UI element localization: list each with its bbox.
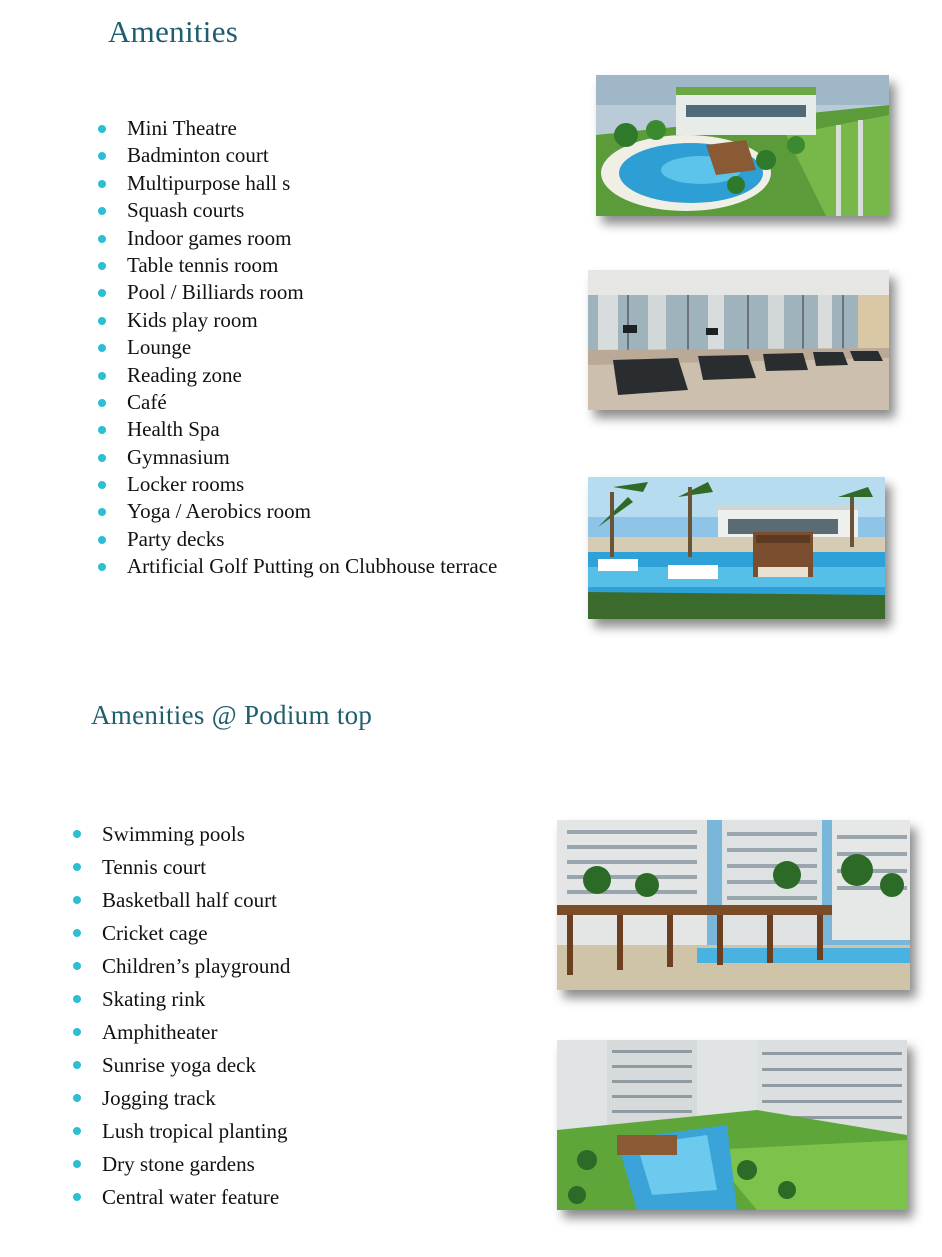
amenities-list	[127, 115, 497, 581]
list-item-label: Pool / Billiards room	[127, 280, 304, 305]
list-item	[102, 886, 290, 919]
list-item	[127, 498, 497, 525]
list-item-label: Lounge	[127, 335, 192, 360]
list-item-label: Children’s playground	[102, 954, 291, 978]
bullet-icon	[98, 426, 106, 434]
bullet-icon	[73, 929, 81, 937]
bullet-icon	[98, 317, 106, 325]
list-item-label: Party decks	[127, 526, 225, 551]
list-item	[102, 820, 290, 853]
bullet-icon	[98, 125, 106, 133]
list-item	[127, 115, 497, 142]
list-item-label: Gymnasium	[127, 444, 230, 469]
list-item	[102, 952, 290, 985]
list-item	[127, 307, 497, 334]
list-item-label: Health Spa	[127, 417, 220, 442]
bullet-icon	[73, 1061, 81, 1069]
gymnasium-image	[588, 270, 889, 410]
bullet-icon	[73, 1028, 81, 1036]
podium-aerial-image	[557, 1040, 907, 1210]
list-item	[127, 389, 497, 416]
list-item	[127, 225, 497, 252]
list-item	[102, 1051, 290, 1084]
bullet-icon	[98, 262, 106, 270]
bullet-icon	[73, 863, 81, 871]
list-item-label: Basketball half court	[102, 888, 277, 912]
list-item	[127, 444, 497, 471]
list-item	[102, 1117, 290, 1150]
bullet-icon	[98, 180, 106, 188]
bullet-icon	[98, 536, 106, 544]
list-item	[127, 526, 497, 553]
list-item-label: Dry stone gardens	[102, 1152, 255, 1176]
list-item-label: Amphitheater	[102, 1020, 218, 1044]
podium-amenities-list	[102, 820, 290, 1216]
list-item-label: Mini Theatre	[127, 116, 237, 140]
bullet-icon	[98, 481, 106, 489]
list-item	[102, 1150, 290, 1183]
list-item-label: Indoor games room	[127, 225, 292, 250]
list-item	[127, 362, 497, 389]
list-item-label: Kids play room	[127, 307, 258, 332]
bullet-icon	[98, 289, 106, 297]
amenities-title: Amenities	[108, 14, 239, 49]
list-item	[102, 1018, 290, 1051]
list-item	[127, 334, 497, 361]
list-item-label: Lush tropical planting	[102, 1119, 288, 1143]
bullet-icon	[73, 995, 81, 1003]
list-item-label: Cricket cage	[102, 921, 208, 945]
list-item	[127, 471, 497, 498]
list-item	[127, 197, 497, 224]
list-item-label: Artificial Golf Putting on Clubhouse terrace	[127, 554, 498, 579]
bullet-icon	[73, 962, 81, 970]
bullet-icon	[73, 830, 81, 838]
list-item-label: Café	[127, 389, 167, 414]
list-item	[127, 142, 497, 169]
list-item-label: Jogging track	[102, 1086, 216, 1110]
list-item	[102, 1183, 290, 1216]
list-item-label: Reading zone	[127, 362, 242, 387]
list-item	[127, 252, 497, 279]
bullet-icon	[73, 896, 81, 904]
podium-amenities-title: Amenities @ Podium top	[91, 700, 373, 730]
podium-pergola-image	[557, 820, 910, 990]
list-item-label: Locker rooms	[127, 472, 245, 497]
bullet-icon	[98, 508, 106, 516]
list-item	[127, 553, 497, 580]
bullet-icon	[73, 1193, 81, 1201]
list-item-label: Skating rink	[102, 987, 206, 1011]
bullet-icon	[98, 344, 106, 352]
list-item-label: Badminton court	[127, 143, 269, 168]
list-item	[127, 279, 497, 306]
list-item	[102, 919, 290, 952]
clubhouse-pool-aerial-image	[596, 75, 889, 216]
list-item-label: Tennis court	[102, 855, 207, 879]
bullet-icon	[98, 207, 106, 215]
bullet-icon	[98, 235, 106, 243]
list-item-label: Sunrise yoga deck	[102, 1053, 256, 1077]
bullet-icon	[73, 1160, 81, 1168]
list-item-label: Central water feature	[102, 1185, 280, 1209]
bullet-icon	[73, 1127, 81, 1135]
list-item	[102, 985, 290, 1018]
pool-cabana-image	[588, 477, 885, 619]
list-item-label: Squash courts	[127, 198, 245, 223]
bullet-icon	[98, 372, 106, 380]
bullet-icon	[98, 399, 106, 407]
bullet-icon	[73, 1094, 81, 1102]
list-item-label: Table tennis room	[127, 252, 279, 277]
bullet-icon	[98, 152, 106, 160]
bullet-icon	[98, 563, 106, 571]
bullet-icon	[98, 454, 106, 462]
list-item	[102, 853, 290, 886]
list-item	[102, 1084, 290, 1117]
list-item	[127, 170, 497, 197]
list-item-label: Multipurpose hall s	[127, 170, 291, 195]
list-item-label: Yoga / Aerobics room	[127, 499, 311, 524]
list-item	[127, 416, 497, 443]
list-item-label: Swimming pools	[102, 822, 245, 846]
